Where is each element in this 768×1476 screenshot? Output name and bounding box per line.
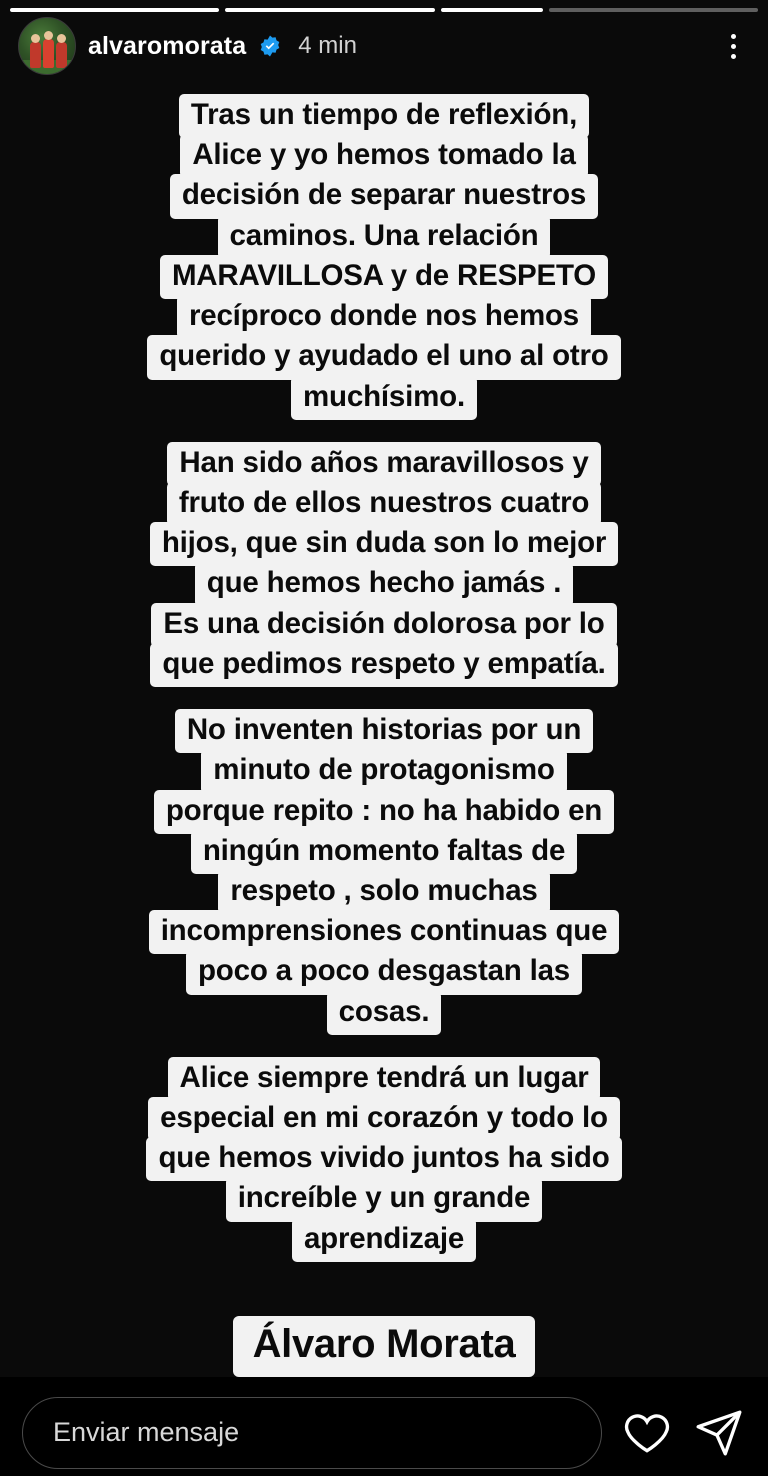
story-text-line: Han sido años maravillosos y [167, 442, 600, 486]
avatar[interactable] [18, 17, 76, 75]
timestamp: 4 min [298, 32, 357, 59]
story-text-line: Tras un tiempo de reflexión, [179, 94, 589, 138]
story-text-line: poco a poco desgastan las [186, 950, 582, 994]
like-icon[interactable] [620, 1406, 674, 1460]
story-paragraph [12, 96, 756, 418]
username[interactable]: alvaromorata [88, 31, 247, 60]
share-icon[interactable] [692, 1406, 746, 1460]
story-footer [0, 1377, 768, 1476]
story-text-line: que pedimos respeto y empatía. [150, 643, 617, 687]
story-text-line: fruto de ellos nuestros cuatro [167, 482, 601, 526]
avatar-figure [43, 39, 54, 68]
story-text-line: cosas. [327, 991, 442, 1035]
story-text-line: minuto de protagonismo [201, 749, 566, 793]
story-paragraph [12, 1059, 756, 1260]
progress-segment-1[interactable] [10, 8, 219, 12]
story-text-line: caminos. Una relación [218, 215, 551, 259]
more-options-icon[interactable] [716, 24, 750, 68]
progress-segment-2[interactable] [225, 8, 434, 12]
story-text-line: No inventen historias por un [175, 709, 593, 753]
story-text-line: recíproco donde nos hemos [177, 295, 591, 339]
story-text-line: Es una decisión dolorosa por lo [151, 603, 616, 647]
story-text-line: hijos, que sin duda son lo mejor [150, 522, 618, 566]
message-placeholder: Enviar mensaje [53, 1417, 240, 1448]
story-text-line: querido y ayudado el uno al otro [147, 335, 620, 379]
story-text-line: especial en mi corazón y todo lo [148, 1097, 620, 1141]
progress-segment-4[interactable] [549, 8, 758, 12]
message-input[interactable] [22, 1397, 602, 1469]
story-text-line: aprendizaje [292, 1218, 476, 1262]
story-text-line: decisión de separar nuestros [170, 174, 598, 218]
progress-fill [225, 8, 434, 12]
story-text-line: que hemos vivido juntos ha sido [146, 1137, 621, 1181]
story-text-line: MARAVILLOSA y de RESPETO [160, 255, 608, 299]
progress-segment-3[interactable] [441, 8, 543, 12]
story-text-line: ningún momento faltas de [191, 830, 577, 874]
story-text-line: incomprensiones continuas que [149, 910, 620, 954]
story-paragraph [12, 711, 756, 1033]
story-text-line: increíble y un grande [226, 1177, 543, 1221]
story-text-line: Alice y yo hemos tomado la [180, 134, 587, 178]
story-signature: Álvaro Morata [233, 1316, 536, 1377]
story-progress-bar [0, 0, 768, 12]
avatar-figure [56, 42, 67, 68]
story-paragraph [12, 444, 756, 685]
story-text-line: respeto , solo muchas [218, 870, 549, 914]
story-text-line: que hemos hecho jamás . [195, 562, 573, 606]
verified-badge-icon [258, 34, 282, 58]
story-text-line: porque repito : no ha habido en [154, 790, 614, 834]
story-text-line: muchísimo. [291, 376, 477, 420]
story-content [0, 74, 768, 1377]
progress-fill [441, 8, 543, 12]
story-header [0, 12, 768, 74]
avatar-figure [30, 42, 41, 68]
story-text-line: Alice siempre tendrá un lugar [168, 1057, 601, 1101]
progress-fill [10, 8, 219, 12]
